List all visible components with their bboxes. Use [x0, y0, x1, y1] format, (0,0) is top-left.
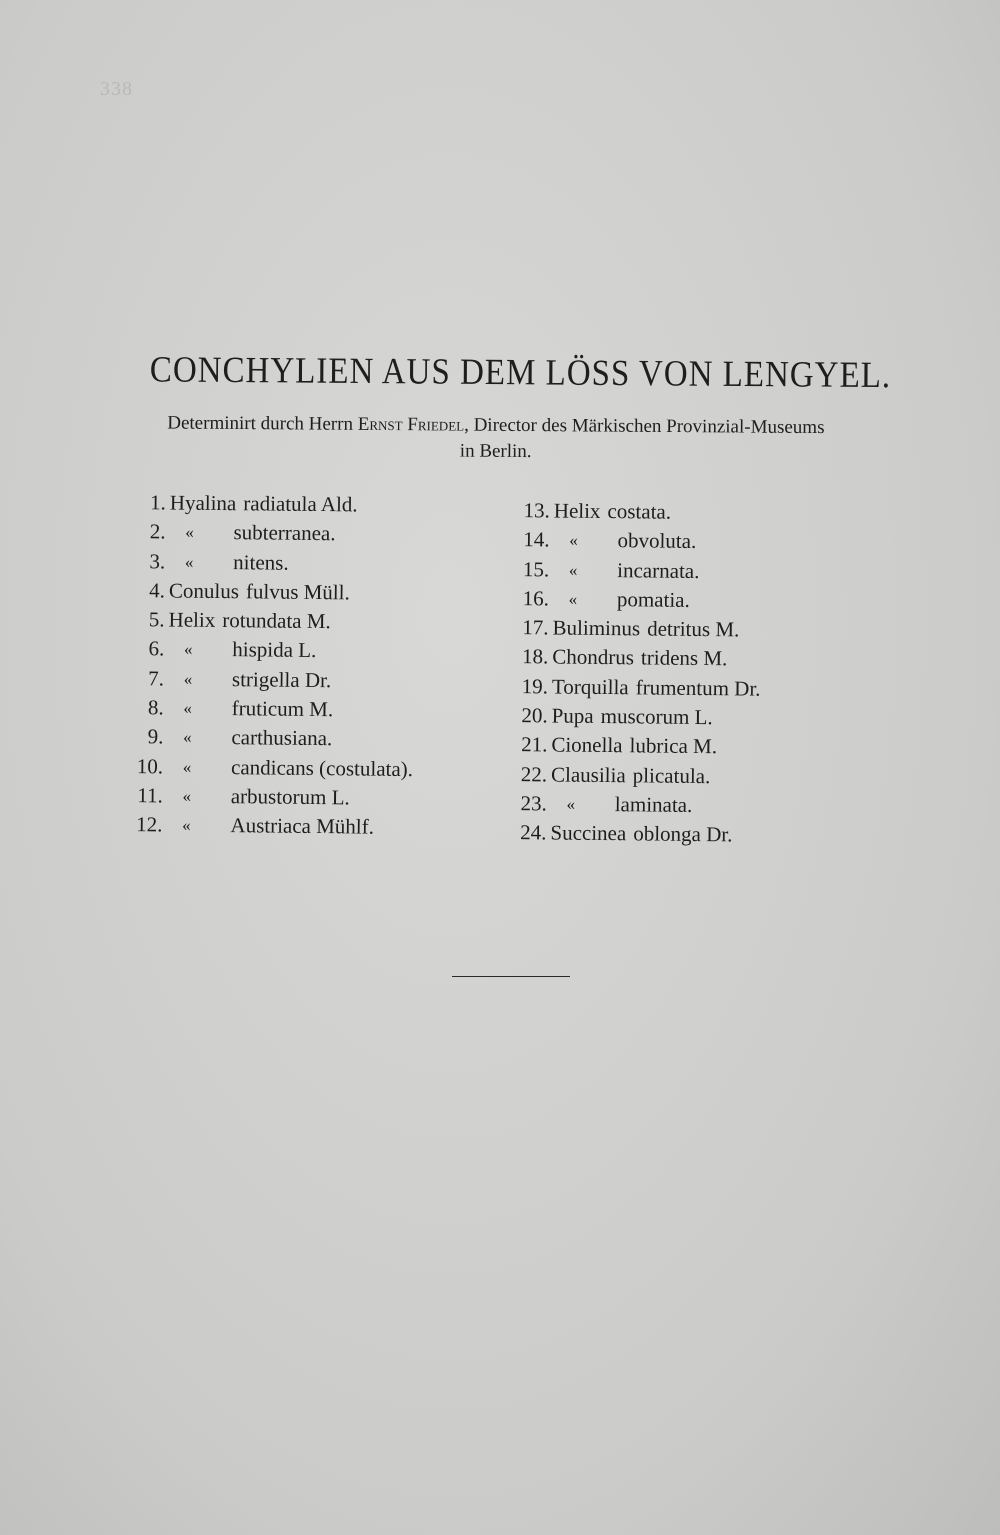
- species-name: obvoluta.: [617, 528, 697, 554]
- species-name: plicatula.: [632, 762, 711, 788]
- subtitle-line-2: in Berlin.: [459, 440, 532, 463]
- closing-rule: [452, 976, 570, 977]
- species-number: 16.: [522, 586, 550, 611]
- species-row: [124, 488, 416, 520]
- species-row: [508, 496, 763, 528]
- species-number: 20.: [521, 703, 548, 728]
- species-name: hispida L.: [232, 637, 317, 663]
- ditto-mark: «: [566, 794, 576, 814]
- species-number: 1.: [149, 490, 166, 515]
- species-number: 13.: [523, 498, 550, 523]
- species-genus: Succinea: [550, 820, 627, 846]
- ditto-mark: «: [568, 589, 578, 609]
- species-row: [504, 818, 759, 850]
- species-name: laminata.: [614, 792, 693, 817]
- ditto-mark: «: [185, 522, 194, 543]
- ditto-mark: «: [568, 560, 578, 580]
- species-genus: Chondrus: [552, 644, 635, 670]
- species-name: detritus M.: [647, 616, 740, 642]
- species-number: 18.: [521, 644, 549, 669]
- species-row: [507, 525, 762, 557]
- species-number: 2.: [149, 519, 166, 544]
- species-name: carthusiana.: [231, 725, 333, 751]
- species-row: [123, 547, 415, 579]
- species-genus: Conulus: [168, 578, 240, 604]
- subtitle-suffix: , Director des Märkischen Provinzial-Museums: [464, 414, 825, 439]
- species-genus: Cionella: [551, 732, 623, 758]
- subtitle-line-1: [96, 410, 896, 442]
- species-row: [121, 722, 413, 754]
- species-genus: Helix: [553, 498, 601, 523]
- species-name: tridens M.: [640, 645, 728, 671]
- species-genus: Pupa: [551, 703, 594, 728]
- species-row: [122, 664, 414, 696]
- subtitle: [96, 410, 896, 468]
- ditto-mark: «: [184, 552, 194, 572]
- species-number: 3.: [149, 548, 166, 574]
- species-row: [123, 576, 415, 608]
- species-row: [122, 605, 414, 637]
- species-number: 5.: [148, 607, 165, 632]
- species-genus: Buliminus: [552, 615, 641, 641]
- species-number: 11.: [137, 783, 163, 808]
- species-name: frumentum Dr.: [635, 675, 761, 701]
- species-number: 6.: [148, 636, 165, 661]
- species-row: [505, 789, 760, 821]
- species-row: [123, 517, 415, 549]
- species-list-left: [120, 488, 416, 843]
- species-name: radiatula Ald.: [243, 491, 358, 517]
- species-row: [121, 752, 413, 784]
- species-number: 8.: [147, 695, 164, 720]
- ditto-mark: «: [183, 698, 193, 718]
- ditto-mark: «: [569, 530, 578, 551]
- species-number: 17.: [522, 615, 549, 640]
- species-name: rotundata M.: [222, 608, 331, 634]
- species-row: [120, 810, 412, 842]
- species-name: oblonga Dr.: [633, 821, 733, 847]
- species-genus: Hyalina: [169, 490, 237, 516]
- species-number: 21.: [521, 732, 548, 757]
- species-number: 12.: [136, 812, 163, 837]
- species-row: [506, 613, 761, 645]
- species-name: arbustorum L.: [230, 784, 350, 810]
- species-name: costata.: [607, 499, 672, 524]
- species-genus: Clausilia: [550, 762, 626, 787]
- species-number: 19.: [521, 673, 549, 699]
- species-number: 24.: [520, 820, 547, 845]
- species-number: 7.: [148, 666, 165, 691]
- species-number: 23.: [520, 791, 547, 816]
- species-genus: Torquilla: [551, 674, 629, 700]
- species-row: [506, 642, 761, 674]
- species-number: 4.: [149, 578, 166, 603]
- species-name: candicans (costulata).: [230, 754, 414, 781]
- species-list-right: [504, 496, 762, 850]
- species-number: 9.: [147, 724, 164, 749]
- species-row: [506, 701, 761, 733]
- ditto-mark: «: [183, 640, 193, 660]
- species-number: 14.: [523, 527, 550, 552]
- species-name: lubrica M.: [629, 733, 718, 759]
- species-name: muscorum L.: [600, 704, 713, 730]
- species-number: 10.: [136, 753, 164, 779]
- subtitle-prefix: Determinirt durch Herrn: [167, 412, 354, 435]
- species-name: incarnata.: [617, 557, 700, 583]
- species-row: [507, 584, 762, 616]
- species-row: [507, 555, 762, 587]
- species-number: 15.: [522, 556, 550, 582]
- species-row: [121, 781, 413, 813]
- species-row: [122, 634, 414, 666]
- species-name: fulvus Müll.: [245, 579, 350, 605]
- species-row: [122, 693, 414, 725]
- ditto-mark: «: [182, 786, 192, 806]
- species-genus: Helix: [168, 607, 216, 633]
- species-name: pomatia.: [616, 587, 690, 612]
- author-name: Ernst Friedel: [357, 413, 465, 436]
- page-number: 338: [100, 78, 133, 100]
- species-name: nitens.: [233, 549, 289, 575]
- page-title: CONCHYLIEN AUS DEM LÖSS VON LENGYEL.: [149, 350, 892, 397]
- species-row: [505, 760, 760, 792]
- ditto-mark: «: [183, 669, 193, 689]
- species-name: subterranea.: [233, 520, 336, 546]
- species-row: [506, 672, 761, 704]
- species-name: Austriaca Mühlf.: [230, 813, 375, 839]
- species-name: fruticum M.: [231, 696, 334, 722]
- species-name: strigella Dr.: [231, 666, 332, 692]
- ditto-mark: «: [183, 728, 192, 748]
- ditto-mark: «: [182, 815, 191, 835]
- ditto-mark: «: [182, 757, 192, 777]
- species-number: 22.: [520, 761, 548, 787]
- species-row: [505, 730, 760, 762]
